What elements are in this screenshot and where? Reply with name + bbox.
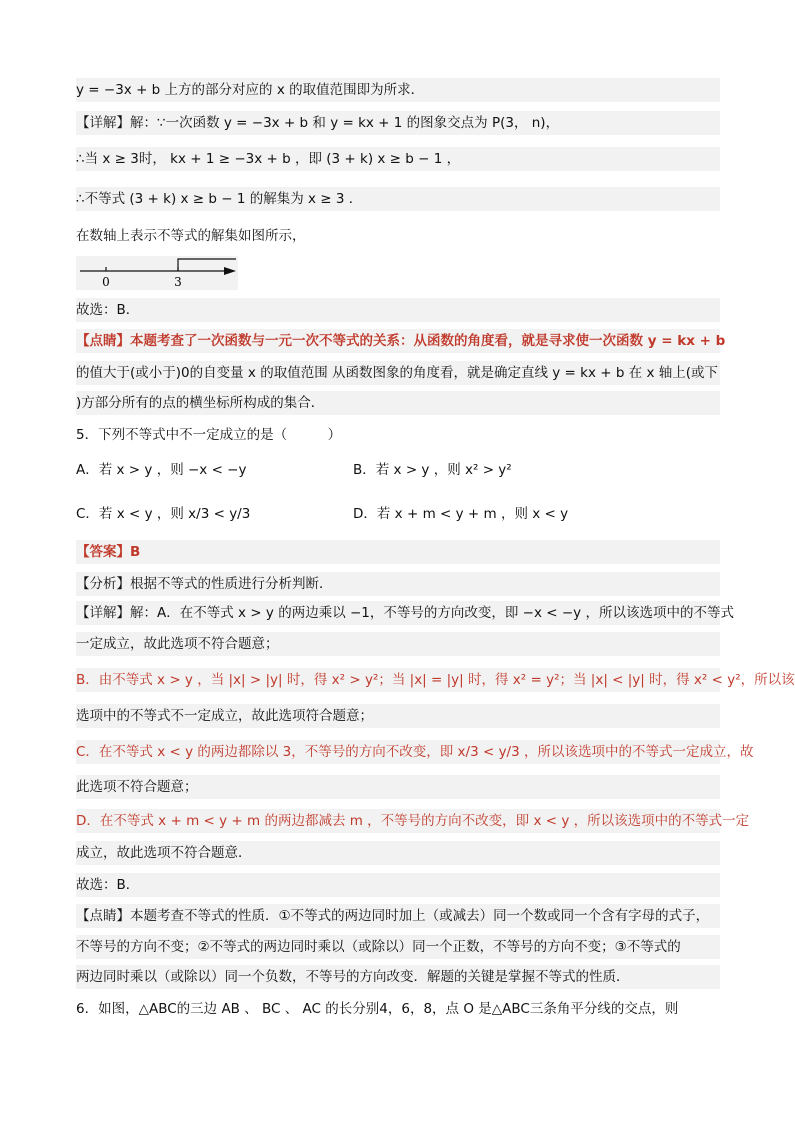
text-line: 【详解】解：∵一次函数 y = −3x + b 和 y = kx + 1 的图象交点为 P(3， n)， bbox=[76, 111, 720, 135]
option-a: A．若 x > y ，则 −x < −y bbox=[76, 462, 247, 478]
text-line: 选项中的不等式不一定成立，故此选项符合题意； bbox=[76, 704, 720, 728]
tick-label-three: 3 bbox=[174, 275, 182, 289]
text-line: 一定成立，故此选项不符合题意； bbox=[76, 632, 720, 656]
options-row-1 bbox=[76, 458, 720, 482]
text-line: 故选：B． bbox=[76, 298, 720, 322]
text-line: )方部分所有的点的横坐标所构成的集合． bbox=[76, 391, 720, 415]
text-line: 【详解】解：A．在不等式 x > y 的两边乘以 −1，不等号的方向改变，即 −x < −y ，所以该选项中的不等式 bbox=[76, 601, 720, 625]
analysis-line: 【分析】根据不等式的性质进行分析判断． bbox=[76, 572, 720, 596]
question-6-stem: 6．如图，△ABC的三边 AB 、 BC 、 AC 的长分别4，6，8，点 O 是△ABC三条角平分线的交点，则 bbox=[76, 1001, 679, 1017]
option-c: C．若 x < y ，则 x/3 < y/3 bbox=[76, 506, 251, 522]
text-line: 两边同时乘以（或除以）同一个负数，不等号的方向改变．解题的关键是掌握不等式的性质． bbox=[76, 965, 720, 989]
answer-line: 【答案】B bbox=[76, 540, 720, 564]
option-b: B．若 x > y ，则 x² > y² bbox=[353, 462, 512, 478]
text-line: 【点睛】本题考查不等式的性质．①不等式的两边同时加上（或减去）同一个数或同一个含有字母的式子， bbox=[76, 904, 720, 928]
options-row-2 bbox=[76, 502, 720, 526]
text-line: 在数轴上表示不等式的解集如图所示， bbox=[76, 228, 306, 244]
tick-label-zero: 0 bbox=[102, 275, 110, 289]
text-line: B．由不等式 x > y ，当 |x| > |y| 时，得 x² > y²；当 |x| = |y| 时，得 x² = y²；当 |x| < |y| 时，得 x² < y²，所以该 bbox=[76, 668, 720, 692]
text-line: D．在不等式 x + m < y + m 的两边都减去 m ，不等号的方向不改变，即 x < y ，所以该选项中的不等式一定 bbox=[76, 809, 720, 833]
text-line: 此选项不符合题意； bbox=[76, 775, 720, 799]
text-line: ∴当 x ≥ 3时， kx + 1 ≥ −3x + b ，即 (3 + k) x ≥ b − 1 ， bbox=[76, 147, 720, 171]
text-line: ∴不等式 (3 + k) x ≥ b − 1 的解集为 x ≥ 3 ． bbox=[76, 187, 720, 211]
text-line: 【点睛】本题考查了一次函数与一元一次不等式的关系：从函数的角度看，就是寻求使一次函数 y = kx + b bbox=[76, 329, 720, 353]
text-line: C．在不等式 x < y 的两边都除以 3，不等号的方向不改变，即 x/3 < y/3 ，所以该选项中的不等式一定成立，故 bbox=[76, 740, 720, 764]
option-d: D．若 x + m < y + m ，则 x < y bbox=[353, 506, 569, 522]
text-line: 成立，故此选项不符合题意． bbox=[76, 841, 720, 865]
text-line: 的值大于(或小于)0的自变量 x 的取值范围 从函数图象的角度看，就是确定直线 y = kx + b 在 x 轴上(或下 bbox=[76, 361, 720, 385]
text-line: 不等号的方向不变；②不等式的两边同时乘以（或除以）同一个正数，不等号的方向不变；③不等式的 bbox=[76, 935, 720, 959]
figure-background bbox=[76, 256, 238, 290]
number-line-figure bbox=[76, 256, 238, 290]
question-5-stem: 5．下列不等式中不一定成立的是（ ） bbox=[76, 427, 342, 443]
text-line: y = −3x + b 上方的部分对应的 x 的取值范围即为所求． bbox=[76, 78, 720, 102]
text-line: 故选：B． bbox=[76, 873, 720, 897]
